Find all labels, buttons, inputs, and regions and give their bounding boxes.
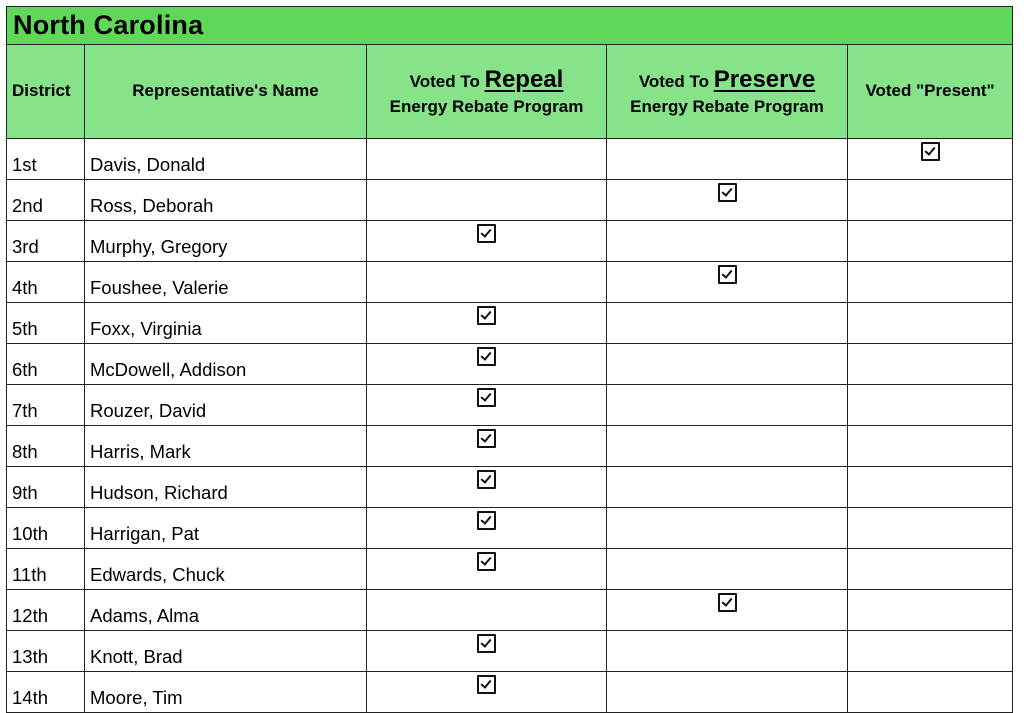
preserve-vote-cell: [607, 221, 848, 262]
present-vote-cell: [848, 180, 1013, 221]
present-vote-cell: [848, 221, 1013, 262]
district-cell: 3rd: [7, 221, 85, 262]
name-header: Representative's Name: [85, 45, 367, 139]
preserve-vote-cell: [607, 549, 848, 590]
checked-box-icon: [477, 224, 496, 243]
repeal-vote-cell: [367, 262, 607, 303]
table-row: [7, 672, 1013, 713]
district-cell: 8th: [7, 426, 85, 467]
table-row: [7, 221, 1013, 262]
preserve-header: [607, 45, 848, 139]
present-vote-cell: [848, 303, 1013, 344]
representative-name-cell: Moore, Tim: [85, 672, 367, 713]
table-row: [7, 262, 1013, 303]
repeal-vote-cell: [367, 344, 607, 385]
table-row: [7, 385, 1013, 426]
checked-box-icon: [477, 552, 496, 571]
repeal-vote-cell: [367, 672, 607, 713]
preserve-vote-cell: [607, 139, 848, 180]
representative-name-cell: Foushee, Valerie: [85, 262, 367, 303]
table-row: [7, 139, 1013, 180]
checked-box-icon: [477, 634, 496, 653]
preserve-vote-cell: [607, 467, 848, 508]
repeal-vote-cell: [367, 467, 607, 508]
present-vote-cell: [848, 631, 1013, 672]
present-vote-cell: [848, 426, 1013, 467]
preserve-header-suffix: Energy Rebate Program: [630, 97, 824, 117]
representative-name-cell: Harris, Mark: [85, 426, 367, 467]
representative-name-cell: Harrigan, Pat: [85, 508, 367, 549]
representative-name-cell: Adams, Alma: [85, 590, 367, 631]
present-vote-cell: [848, 672, 1013, 713]
table-row: [7, 180, 1013, 221]
checked-box-icon: [477, 470, 496, 489]
present-vote-cell: [848, 262, 1013, 303]
district-cell: 2nd: [7, 180, 85, 221]
checked-box-icon: [718, 183, 737, 202]
district-cell: 4th: [7, 262, 85, 303]
vote-table-body: [7, 139, 1013, 713]
preserve-vote-cell: [607, 344, 848, 385]
checked-box-icon: [477, 429, 496, 448]
representative-name-cell: Knott, Brad: [85, 631, 367, 672]
checked-box-icon: [477, 388, 496, 407]
table-row: [7, 590, 1013, 631]
preserve-header-prefix: Voted To: [638, 71, 710, 91]
checked-box-icon: [718, 593, 737, 612]
present-vote-cell: [848, 508, 1013, 549]
present-vote-cell: [848, 344, 1013, 385]
present-vote-cell: [848, 549, 1013, 590]
repeal-vote-cell: [367, 221, 607, 262]
district-cell: 11th: [7, 549, 85, 590]
representative-name-cell: Rouzer, David: [85, 385, 367, 426]
present-vote-cell: [848, 467, 1013, 508]
district-cell: 12th: [7, 590, 85, 631]
representative-name-cell: McDowell, Addison: [85, 344, 367, 385]
district-cell: 5th: [7, 303, 85, 344]
representative-name-cell: Hudson, Richard: [85, 467, 367, 508]
checked-box-icon: [477, 675, 496, 694]
preserve-vote-cell: [607, 508, 848, 549]
vote-table: [6, 6, 1013, 713]
repeal-vote-cell: [367, 180, 607, 221]
table-row: [7, 344, 1013, 385]
district-cell: 1st: [7, 139, 85, 180]
district-cell: 10th: [7, 508, 85, 549]
checked-box-icon: [477, 511, 496, 530]
preserve-vote-cell: [607, 672, 848, 713]
representative-name-cell: Murphy, Gregory: [85, 221, 367, 262]
district-cell: 6th: [7, 344, 85, 385]
table-row: [7, 467, 1013, 508]
repeal-vote-cell: [367, 385, 607, 426]
table-row: [7, 508, 1013, 549]
district-cell: 13th: [7, 631, 85, 672]
preserve-vote-cell: [607, 631, 848, 672]
present-vote-cell: [848, 139, 1013, 180]
checked-box-icon: [477, 347, 496, 366]
preserve-vote-cell: [607, 590, 848, 631]
repeal-vote-cell: [367, 590, 607, 631]
present-vote-cell: [848, 590, 1013, 631]
repeal-header-word: Repeal: [484, 65, 564, 93]
preserve-vote-cell: [607, 303, 848, 344]
checked-box-icon: [718, 265, 737, 284]
repeal-vote-cell: [367, 303, 607, 344]
repeal-header: [367, 45, 607, 139]
present-vote-cell: [848, 385, 1013, 426]
district-cell: 14th: [7, 672, 85, 713]
table-row: [7, 426, 1013, 467]
state-title: North Carolina: [7, 7, 1013, 45]
preserve-header-word: Preserve: [713, 65, 816, 93]
present-header: Voted "Present": [848, 45, 1013, 139]
preserve-vote-cell: [607, 385, 848, 426]
repeal-header-suffix: Energy Rebate Program: [389, 97, 584, 117]
repeal-vote-cell: [367, 139, 607, 180]
preserve-vote-cell: [607, 180, 848, 221]
representative-name-cell: Foxx, Virginia: [85, 303, 367, 344]
preserve-vote-cell: [607, 426, 848, 467]
representative-name-cell: Ross, Deborah: [85, 180, 367, 221]
district-cell: 9th: [7, 467, 85, 508]
table-row: [7, 549, 1013, 590]
column-header-row: [7, 45, 1013, 139]
repeal-header-prefix: Voted To: [409, 71, 480, 91]
representative-name-cell: Davis, Donald: [85, 139, 367, 180]
checked-box-icon: [477, 306, 496, 325]
repeal-vote-cell: [367, 549, 607, 590]
state-title-row: [7, 7, 1013, 45]
repeal-vote-cell: [367, 631, 607, 672]
checked-box-icon: [921, 142, 940, 161]
repeal-vote-cell: [367, 426, 607, 467]
table-row: [7, 631, 1013, 672]
table-row: [7, 303, 1013, 344]
repeal-vote-cell: [367, 508, 607, 549]
district-cell: 7th: [7, 385, 85, 426]
representative-name-cell: Edwards, Chuck: [85, 549, 367, 590]
preserve-vote-cell: [607, 262, 848, 303]
district-header: District: [7, 45, 85, 139]
